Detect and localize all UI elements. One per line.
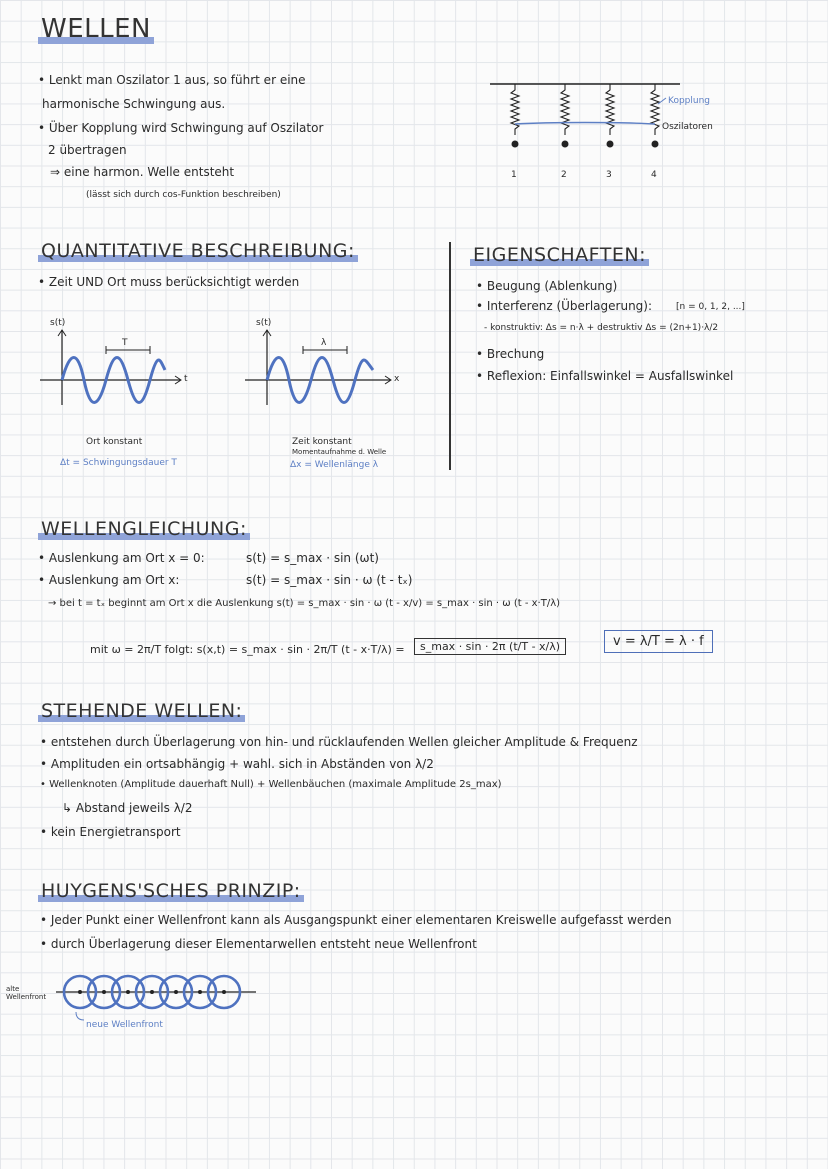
- huygens-neue-label: neue Wellenfront: [86, 1020, 163, 1030]
- oscillator-label-3: 3: [606, 170, 612, 180]
- graph1-ylabel: s(t): [50, 318, 66, 328]
- intro-line-6: (lässt sich durch cos-Funktion beschreiben): [86, 190, 281, 200]
- eigenschaften-item-2: • Interferenz (Überlagerung):: [476, 299, 653, 313]
- stehend-item-2: • Amplituden ein ortsabhängig + wahl. sich in Abständen von λ/2: [40, 757, 434, 771]
- intro-line-3: • Über Kopplung wird Schwingung auf Oszilator: [38, 121, 324, 135]
- graph1-caption: Ort konstant: [86, 437, 143, 447]
- eigenschaften-item-3: - konstruktiv: Δs = n·λ + destruktiv Δs = (2n+1)·λ/2: [484, 323, 719, 333]
- huygens-heading-text: HUYGENS'SCHES PRINZIP:: [38, 880, 304, 902]
- graph1-note: Δt = Schwingungsdauer T: [60, 458, 177, 468]
- stehend-item-1: • entstehen durch Überlagerung von hin- und rücklaufenden Wellen gleicher Amplitude & Frequenz: [40, 735, 638, 749]
- stehend-item-3: • Wellenknoten (Amplitude dauerhaft Null) + Wellenbäuchen (maximale Amplitude 2s_max): [40, 779, 502, 790]
- stehend-heading: [38, 700, 245, 722]
- intro-line-2: harmonische Schwingung aus.: [42, 97, 226, 111]
- huygens-item-2: • durch Überlagerung dieser Elementarwellen entsteht neue Wellenfront: [40, 937, 477, 951]
- wellengleichung-heading-text: WELLENGLEICHUNG:: [38, 518, 250, 540]
- quantitative-line-1: • Zeit UND Ort muss berücksichtigt werden: [38, 275, 300, 289]
- wellengleichung-heading: [38, 518, 250, 540]
- wellengleichung-boxed-formula: s_max · sin · 2π (t/T - x/λ): [414, 638, 566, 655]
- quantitative-heading: [38, 240, 358, 262]
- wave-speed-formula: v = λ/T = λ · f: [604, 630, 713, 653]
- huygens-diagram: [56, 968, 266, 1028]
- column-divider: [449, 242, 451, 470]
- graph2-ylabel: s(t): [256, 318, 272, 328]
- page-title-text: WELLEN: [38, 14, 154, 44]
- huygens-item-1: • Jeder Punkt einer Wellenfront kann als Ausgangspunkt einer elementaren Kreiswelle aufgefasst werden: [40, 913, 672, 927]
- graph2-marker: λ: [321, 338, 327, 348]
- wellengleichung-line-3: → bei t = tₓ beginnt am Ort x die Auslenkung s(t) = s_max · sin · ω (t - x/v) = s_max · sin · ω (t - x·T/λ): [48, 598, 561, 609]
- oscillator-label-1: 1: [511, 170, 517, 180]
- huygens-heading: [38, 880, 304, 902]
- intro-line-1: • Lenkt man Oszilator 1 aus, so führt er eine: [38, 73, 306, 87]
- quantitative-heading-text: QUANTITATIVE BESCHREIBUNG:: [38, 240, 358, 262]
- intro-line-4: 2 übertragen: [48, 143, 127, 157]
- stehend-item-5: • kein Energietransport: [40, 825, 181, 839]
- wellengleichung-line-2b: s(t) = s_max · sin · ω (t - tₓ): [246, 573, 413, 587]
- eigenschaften-item-5: • Reflexion: Einfallswinkel = Ausfallswinkel: [476, 369, 734, 383]
- wellengleichung-line-2a: • Auslenkung am Ort x:: [38, 573, 180, 587]
- wellengleichung-line-4: mit ω = 2π/T folgt: s(x,t) = s_max · sin · 2π/T (t - x·T/λ) =: [90, 643, 405, 656]
- graph2-xlabel: x: [394, 374, 400, 384]
- kopplung-label: Kopplung: [668, 96, 711, 106]
- graph2-subcaption: Momentaufnahme d. Welle: [292, 448, 387, 456]
- wellengleichung-line-1a: • Auslenkung am Ort x = 0:: [38, 551, 205, 565]
- huygens-alte-label: alte Wellenfront: [6, 985, 47, 1001]
- oscillator-label-4: 4: [651, 170, 657, 180]
- graph2-caption: Zeit konstant: [292, 437, 352, 447]
- stehend-heading-text: STEHENDE WELLEN:: [38, 700, 245, 722]
- oscillator-diagram: [490, 78, 710, 188]
- eigenschaften-n-range: [n = 0, 1, 2, ...]: [676, 302, 745, 312]
- eigenschaften-item-1: • Beugung (Ablenkung): [476, 279, 618, 293]
- stehend-item-4: ↳ Abstand jeweils λ/2: [62, 801, 193, 815]
- page-title: [38, 14, 154, 44]
- eigenschaften-heading-text: EIGENSCHAFTEN:: [470, 244, 649, 266]
- oszilatoren-label: Oszilatoren: [662, 122, 713, 132]
- graph1-xlabel: t: [184, 374, 188, 384]
- graph1: [40, 330, 200, 410]
- intro-line-5: ⇒ eine harmon. Welle entsteht: [50, 165, 235, 179]
- graph2-note: Δx = Wellenlänge λ: [290, 460, 379, 470]
- graph1-marker: T: [122, 338, 128, 348]
- wellengleichung-line-1b: s(t) = s_max · sin (ωt): [246, 551, 379, 565]
- eigenschaften-heading: [470, 244, 649, 266]
- eigenschaften-item-4: • Brechung: [476, 347, 545, 361]
- oscillator-label-2: 2: [561, 170, 567, 180]
